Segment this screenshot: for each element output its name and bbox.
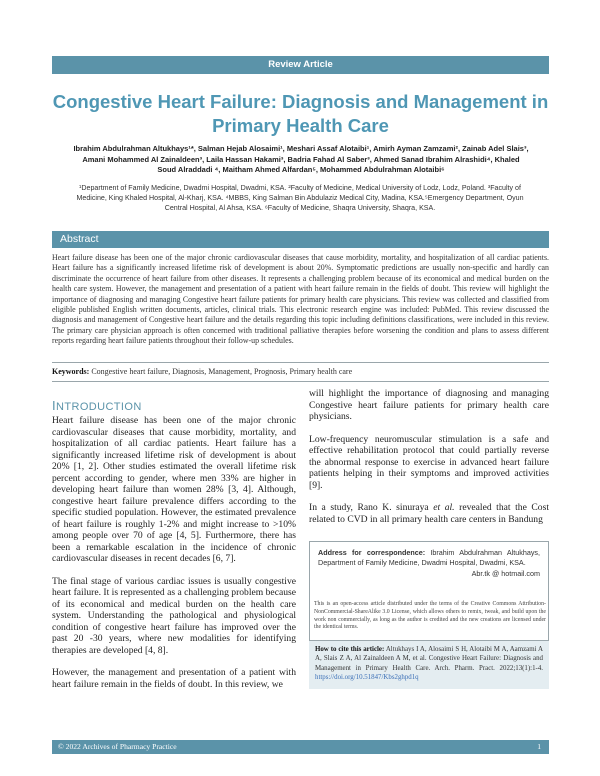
affiliation-line-2: Medicine, King Khaled Hospital, Al-Kharj, KSA. ⁴MBBS, King Salman Bin Abdulaziz Medical City, Madina, KSA.⁵Emergency Department, Oyun (76, 194, 524, 202)
abstract-text: Heart failure disease has been one of the major chronic cardiovascular diseases that cause morbidity, mortality, and hospitalization of all cardiac patients. Heart failure has a significantly increased lifetime risk of development is about 20%. Symptomatic predictions are usually non-specific and hardly can discriminate the occurrence of heart failure from other diseases. It represents a challenging problem because of its economical and medical burden on the health care system. However, the management and presentation of a patient with heart failure remain in the fields of doubt. This review will highlight the importance of diagnosing and managing Congestive heart failure patients for primary health care physicians. This review was collected and classified from eligible published English written documents, articles, clinical trials. This electronic research engine was included: PubMed. This review discussed the diagnosis and management of Congestive heart failure and the details regarding this topic including definitions classifications, were included in this review. The primary care physician approach is often concerned with traditional palliative therapies before worsening the condition and plans to assess different reports regarding heart failure patients throughout their follow-up schedules. (52, 253, 549, 346)
introduction-heading (52, 398, 296, 413)
body-right-column (309, 388, 549, 536)
intro-paragraph-3: However, the management and presentation of a patient with heart failure remain in the fields of doubt. In this review, we (52, 667, 296, 690)
citation-doi-link[interactable]: https://doi.org/10.51847/Kbs2ghpd1q (315, 673, 419, 681)
intro-paragraph-5: Low-frequency neuromuscular stimulation is a safe and effective rehabilitation protocol that could partially reverse the abnormal response to exercise in advanced heart failure patients helping in their symptoms and improved activities [9]. (309, 433, 549, 491)
body-left-column (52, 398, 296, 701)
introduction-heading-cap: I (52, 398, 57, 413)
correspondence-email[interactable]: Abr.tk @ hotmail.com (471, 568, 540, 578)
author-line-3: Soud Alraddadi ⁴, Maitham Ahmed Alfardan⁵, Mohammed Abdulrahman Alotaibi⁶ (157, 165, 445, 175)
author-list (64, 144, 538, 176)
affiliation-line-1: ¹Department of Family Medicine, Dwadmi Hospital, Dwadmi, KSA. ²Faculty of Medicine, Medical University of Lodz, Lodz, Poland. ³Faculty of (79, 184, 521, 192)
citation-box (309, 641, 549, 689)
author-line-1: Ibrahim Abdulrahman Altukhays¹*, Salman Hejab Alosaimi¹, Meshari Assaf Alotaibi¹, Amirh Ayman Zamzami², Zainab Adel Slais³, (73, 144, 529, 153)
intro-paragraph-1: Heart failure disease has been one of the major chronic cardiovascular diseases that cause morbidity, mortality, and hospitalization of all cardiac patients. Heart failure has a significantly increased lifetime risk of development is about 20% [1, 2]. Other studies estimated the overall lifetime risk percent according to gender, where men 33% are higher in developing heart failure than women 28% [3, 4]. Although, congestive heart failure prevalence differs according to the specific studied population. However, the estimated prevalence of heart failure is roughly 1-2% and might increase to >10% among people over 70 of age [4, 5]. Furthermore, there has been a remarkable escalation in the incidence of chronic cardiovascular diseases in recent decades [6, 7]. (52, 415, 296, 564)
license-notice: This is an open-access article distributed under the terms of the Creative Commons Attribution-NonCommercial-ShareAlike 3.0 License, which allows others to remix, tweak, and build upon the work non commercially, as long as the author is credited and the new creations are licensed under the identical terms. (314, 601, 546, 631)
affiliations (56, 183, 544, 213)
keywords-text: Congestive heart failure, Diagnosis, Management, Prognosis, Primary health care (91, 367, 353, 376)
affiliation-line-3: Central Hospital, Al Ahsa, KSA. ⁶Faculty of Medicine, Shaqra University, Shaqra, KSA. (164, 204, 436, 212)
citation-label: How to cite this article: (315, 646, 385, 653)
abstract-heading: Abstract (60, 233, 99, 245)
introduction-heading-rest: NTRODUCTION (56, 401, 142, 413)
intro-paragraph-6 (309, 502, 549, 525)
keywords-top-divider (52, 362, 549, 363)
article-title (52, 90, 549, 138)
intro-paragraph-6-end: revealed that the Cost related to CVD in all primary health care centers in Bandung (309, 502, 549, 525)
citation-text: Altukhays I A, Alosaimi S H, Alotaibi M A, Aamzami A A, Slais Z A, Al Zainaldeen A M, et al. Congestive Heart Failure: Diagnosis and Management in Primary Health Care. Arch. Pharm. Pract. 2022;13(1):1-4. (315, 646, 544, 672)
correspondence-text: Ibrahim Abdulrahman Altukhays, Department of Family Medicine, Dwadmi Hospital, Dwadmi, KSA. (318, 548, 541, 568)
abstract-heading-bar (52, 231, 549, 248)
article-type-banner (52, 56, 549, 74)
intro-paragraph-2: The final stage of various cardiac issues is usually congestive heart failure. It is represented as a challenging problem because of its economical and medical burden on the health care system. Understanding the pathological and physiological condition of congestive heart failure has improved over the past 20 -30 years, where new modalities for identifying therapies are developed [4, 8]. (52, 575, 296, 656)
keywords (52, 367, 549, 377)
author-line-2: Amani Mohammed Al Zainaldeen³, Laila Hassan Hakami³, Badria Fahad Al Saber³, Ahmed Sanad Ibrahim Alrashidi⁴, Khaled (82, 154, 520, 164)
correspondence-label: Address for correspondence: (318, 548, 426, 557)
intro-paragraph-6-start: In a study, Rano K. sinuraya (309, 502, 434, 513)
article-type-label: Review Article (268, 59, 333, 70)
intro-paragraph-6-etal: et al. (433, 502, 455, 513)
intro-paragraph-4: will highlight the importance of diagnosing and managing Congestive heart failure patients for primary health care physicians. (309, 388, 549, 422)
footer-copyright: © 2022 Archives of Pharmacy Practice (58, 742, 177, 751)
keywords-bottom-divider (52, 381, 549, 382)
keywords-label: Keywords: (52, 367, 90, 376)
page-footer (52, 740, 549, 754)
page-number: 1 (537, 742, 541, 751)
title-line-2: Primary Health Care (212, 115, 389, 136)
title-line-1: Congestive Heart Failure: Diagnosis and Management in (52, 91, 549, 112)
